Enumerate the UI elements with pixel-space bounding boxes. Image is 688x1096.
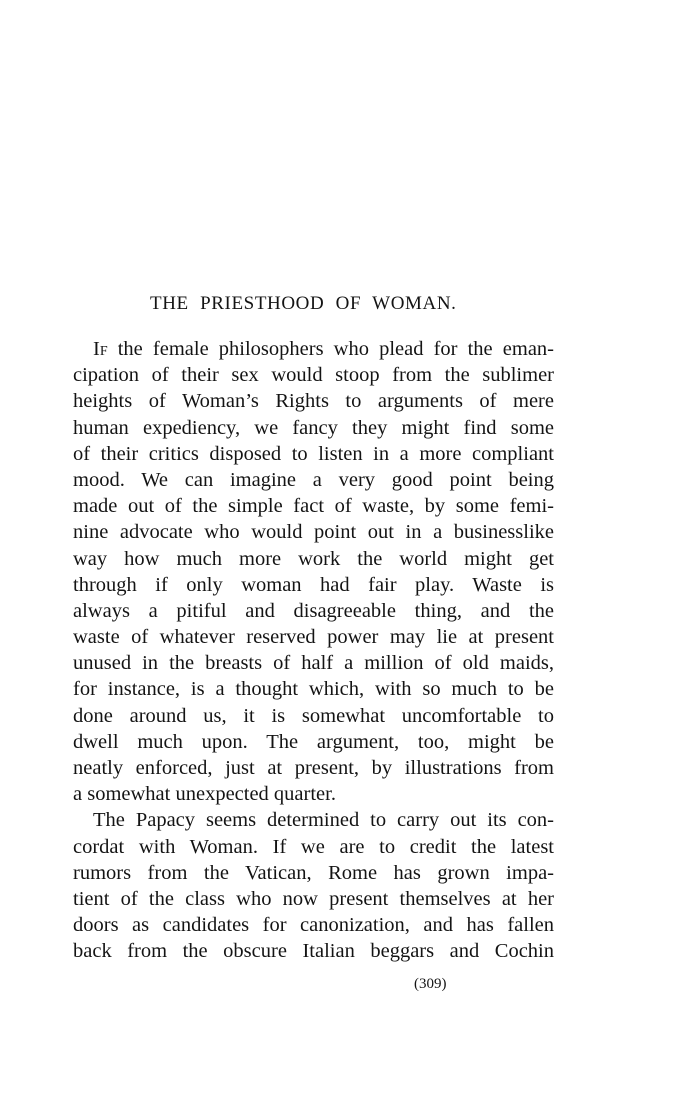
body-text (73, 336, 554, 965)
text-line: way how much more work the world might get (73, 547, 554, 570)
text-line: done around us, it is somewhat uncomfortable to (73, 704, 554, 727)
paragraph (73, 807, 554, 964)
text-line: of their critics disposed to listen in a more compliant (73, 442, 554, 465)
text-line: mood. We can imagine a very good point being (73, 468, 554, 491)
text-line: cipation of their sex would stoop from the sublimer (73, 364, 554, 387)
text-line: heights of Woman’s Rights to arguments of mere (73, 390, 554, 413)
text-line: always a pitiful and disagreeable thing, and the (73, 599, 554, 622)
text-line: through if only woman had fair play. Waste is (73, 573, 554, 596)
text-line: a somewhat unexpected quarter. (73, 783, 336, 806)
paragraph (73, 336, 554, 807)
text-line: waste of whatever reserved power may lie at present (73, 626, 554, 649)
page-number: (309) (414, 976, 447, 992)
text-line (73, 336, 554, 362)
text-line: rumors from the Vatican, Rome has grown impa- (73, 861, 554, 884)
text-line: doors as candidates for canonization, and has fallen (73, 914, 554, 937)
text-line: cordat with Woman. If we are to credit the latest (73, 835, 554, 858)
chapter-title: THE PRIESTHOOD OF WOMAN. (150, 293, 457, 314)
text-line: nine advocate who would point out in a businesslike (73, 521, 554, 544)
text-line: back from the obscure Italian beggars and Cochin (73, 940, 554, 963)
text-line: The Papacy seems determined to carry out its con- (93, 809, 554, 832)
text-line: for instance, is a thought which, with so much to be (73, 678, 554, 701)
text-line: neatly enforced, just at present, by illustrations from (73, 757, 554, 779)
text-line: made out of the simple fact of waste, by some femi- (73, 495, 554, 518)
text-line: unused in the breasts of half a million of old maids, (73, 652, 554, 675)
line-text: the female philosophers who plead for the eman- (107, 338, 554, 360)
text-line: tient of the class who now present themselves at her (73, 887, 554, 910)
drop-word: If (93, 338, 108, 360)
text-line: human expediency, we fancy they might find some (73, 416, 554, 439)
text-line: dwell much upon. The argument, too, might be (73, 730, 554, 753)
